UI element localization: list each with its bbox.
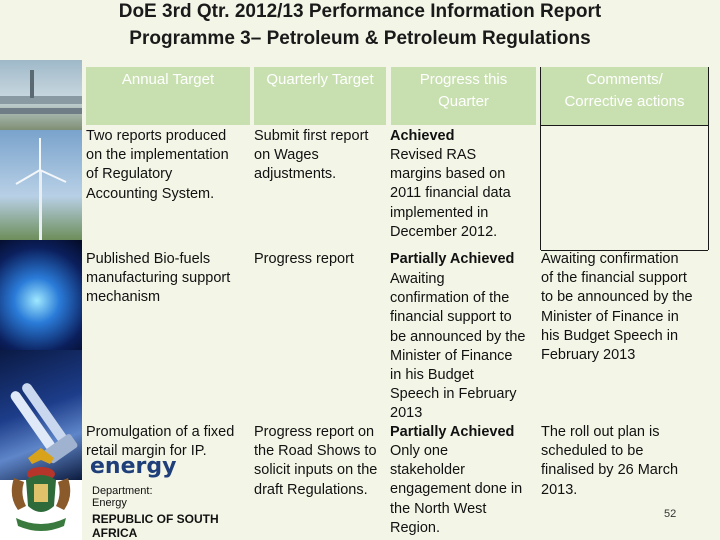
row1-progress-detail: Revised RAS margins based on 2011 financial data implemented in December 2012. <box>390 147 511 240</box>
header-progress: Progress this Quarter <box>391 67 536 125</box>
row2-progress-detail: Awaiting confirmation of the financial support to be announced by the Minister of Finance in his Budget Speech in February 2013 <box>390 271 526 422</box>
row1-progress-status: Achieved <box>390 128 455 144</box>
row1-quarterly-target: Submit first report on Wages adjustments. <box>254 128 369 183</box>
header-annual-target: Annual Target <box>86 67 250 125</box>
logo-country: REPUBLIC OF SOUTH AFRICA <box>92 512 219 540</box>
logo-wordmark: energy <box>90 454 177 479</box>
row3-quarterly-target: Progress report on the Road Shows to solicit inputs on the draft Regulations. <box>254 424 378 498</box>
row2-progress-status: Partially Achieved <box>390 251 515 267</box>
table-divider <box>540 67 541 250</box>
logo-department: Department: Energy <box>92 485 153 509</box>
table-divider <box>541 125 708 126</box>
page-subtitle: Programme 3– Petroleum & Petroleum Regulations <box>129 28 591 49</box>
department-logo <box>6 442 266 540</box>
table-divider <box>708 67 709 250</box>
page-title: DoE 3rd Qtr. 2012/13 Performance Information Report <box>118 1 602 22</box>
row1-annual-target: Two reports produced on the implementation of Regulatory Accounting System. <box>86 128 229 202</box>
header-comments: Comments/ Corrective actions <box>541 67 708 125</box>
gas-flame-photo <box>0 240 82 350</box>
pipeline-graphic <box>0 60 82 130</box>
row2-annual-target: Published Bio-fuels manufacturing support mechanism <box>86 251 231 306</box>
coat-of-arms-icon <box>6 444 76 536</box>
page-number: 52 <box>664 508 677 520</box>
row2-quarterly-target: Progress report <box>254 251 354 267</box>
row3-progress-detail: Only one stakeholder engagement done in the North West Region. <box>390 443 523 536</box>
row3-comments: The roll out plan is scheduled to be finalised by 26 March 2013. <box>541 424 679 498</box>
row3-progress-status: Partially Achieved <box>390 424 515 440</box>
row2-comments: Awaiting confirmation of the financial support to be announced by the Minister of Finance in his Budget Speech in February 2013 <box>541 251 693 364</box>
wind-turbine-icon <box>0 130 82 240</box>
row3-annual-target: Promulgation of a fixed retail margin for IP. <box>86 424 235 460</box>
wind-turbine-photo <box>0 130 82 240</box>
pipeline-photo <box>0 60 82 130</box>
header-quarterly-target: Quarterly Target <box>254 67 386 125</box>
